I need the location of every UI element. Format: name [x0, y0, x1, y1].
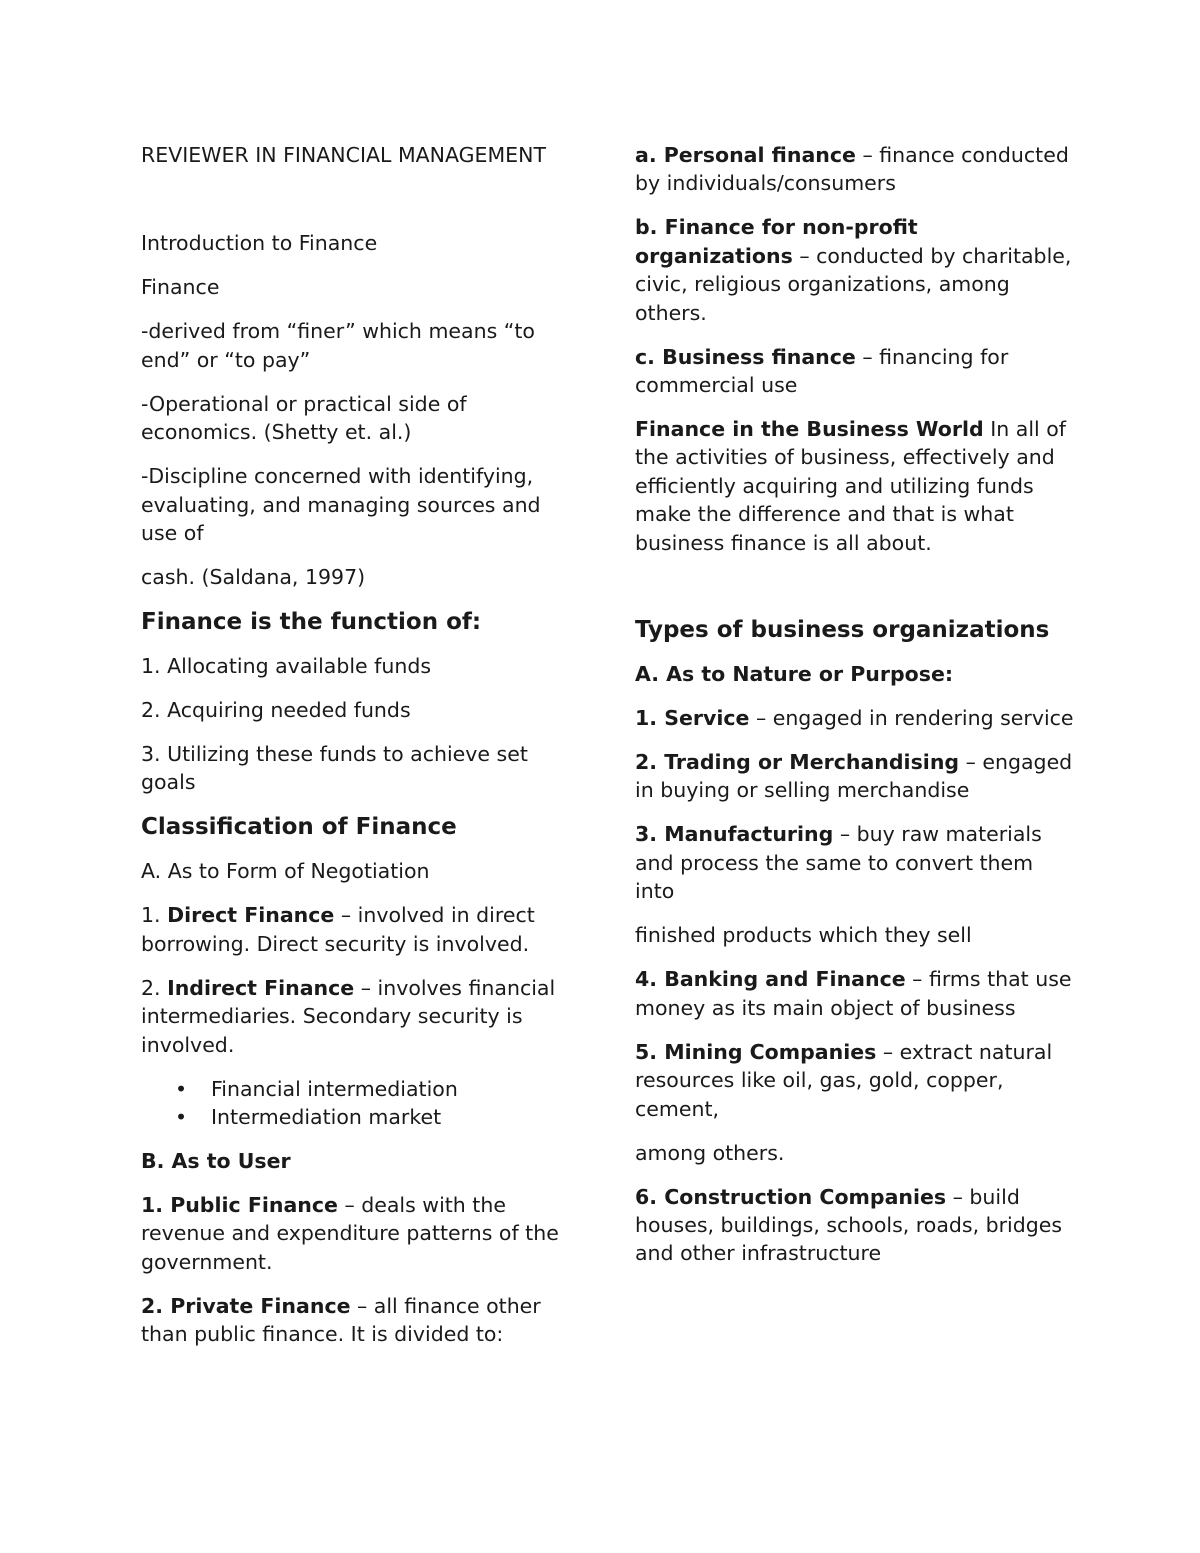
user-heading: [141, 1147, 581, 1175]
function-heading: Finance is the function of:: [141, 609, 482, 636]
personal-finance-desc: – finance conducted by individuals/consumers: [635, 143, 1069, 196]
public-finance-desc: – deals with the revenue and expenditure patterns of the government.: [141, 1193, 559, 1274]
nonprofit-finance-paragraph: [635, 213, 1075, 327]
definition-2: -Operational or practical side of economics. (Shetty et. al.): [141, 391, 467, 445]
mining-continued: among others.: [635, 1140, 785, 1165]
item-number: 2.: [141, 975, 168, 1000]
trading-term: 2. Trading or Merchandising: [635, 750, 960, 775]
manufacturing-continued: finished products which they sell: [635, 923, 972, 948]
construction-term: 6. Construction Companies: [635, 1184, 947, 1209]
personal-finance-paragraph: [635, 141, 1075, 198]
negotiation-heading: A. As to Form of Negotiation: [141, 859, 430, 884]
business-world-term: Finance in the Business World: [635, 417, 984, 442]
banking-term: 4. Banking and Finance: [635, 967, 906, 992]
private-finance-desc: – all finance other than public finance. It is divided to:: [141, 1293, 541, 1347]
nonprofit-finance-term: b. Finance for non-profit organizations: [635, 215, 918, 268]
indirect-finance-term: Indirect Finance: [167, 975, 355, 1000]
construction-paragraph: [635, 1183, 1075, 1268]
document-title: REVIEWER IN FINANCIAL MANAGEMENT: [141, 143, 546, 167]
mining-paragraph: [635, 1038, 1075, 1123]
business-world-desc: In all of the activities of business, effectively and efficiently acquiring and utilizing funds make the difference and that is what business finance is all about.: [635, 417, 1067, 555]
function-item: 1. Allocating available funds: [141, 654, 432, 679]
manufacturing-desc: – buy raw materials and process the same to convert them into: [635, 822, 1042, 904]
service-desc: – engaged in rendering service: [749, 706, 1074, 731]
intro-heading: Introduction to Finance: [141, 231, 378, 256]
personal-finance-term: a. Personal finance: [635, 143, 856, 167]
service-term: 1. Service: [635, 706, 750, 731]
business-world-paragraph: [635, 415, 1075, 557]
banking-paragraph: [635, 965, 1075, 1022]
finance-heading: Finance: [141, 275, 220, 300]
list-item: [175, 1075, 581, 1103]
definition-3: -Discipline concerned with identifying, evaluating, and managing sources and use of: [141, 464, 541, 546]
business-finance-desc: – financing for commercial use: [635, 344, 1009, 398]
classification-heading: Classification of Finance: [141, 814, 457, 841]
item-number: 1.: [141, 903, 168, 928]
nature-heading: [635, 660, 1075, 688]
trading-desc: – engaged in buying or selling merchandise: [635, 750, 1073, 803]
bullet-icon: •: [175, 1076, 188, 1101]
business-finance-paragraph: [635, 343, 1075, 400]
types-heading: Types of business organizations: [635, 617, 1050, 644]
function-item: 3. Utilizing these funds to achieve set goals: [141, 742, 528, 795]
list-item: [175, 1103, 581, 1131]
manufacturing-paragraph: [635, 820, 1075, 905]
manufacturing-term: 3. Manufacturing: [635, 822, 834, 847]
bullet-text: Financial intermediation: [211, 1076, 458, 1101]
mining-term: 5. Mining Companies: [635, 1039, 877, 1064]
private-finance-paragraph: [141, 1292, 581, 1349]
business-finance-term: c. Business finance: [635, 344, 856, 369]
banking-desc: – firms that use money as its main object of business: [635, 967, 1072, 1020]
indirect-finance-desc: – involves financial intermediaries. Secondary security is involved.: [141, 975, 556, 1057]
private-finance-term: 2. Private Finance: [141, 1293, 351, 1318]
direct-finance-term: Direct Finance: [167, 903, 335, 928]
bullet-text: Intermediation market: [211, 1105, 442, 1130]
nature-heading-text: A. As to Nature or Purpose:: [635, 662, 954, 687]
indirect-finance-paragraph: [141, 974, 581, 1059]
bullet-list: [141, 1075, 581, 1132]
definition-1: -derived from “finer” which means “to end” or “to pay”: [141, 319, 535, 372]
construction-desc: – build houses, buildings, schools, roads, bridges and other infrastructure: [635, 1184, 1063, 1266]
bullet-icon: •: [175, 1105, 188, 1130]
nonprofit-finance-desc: – conducted by charitable, civic, religious organizations, among others.: [635, 243, 1072, 325]
direct-finance-desc: – involved in direct borrowing. Direct security is involved.: [141, 903, 535, 956]
trading-paragraph: [635, 748, 1075, 805]
user-heading-text: B. As to User: [141, 1149, 291, 1174]
direct-finance-paragraph: [141, 901, 581, 958]
function-item: 2. Acquiring needed funds: [141, 698, 411, 723]
left-column: [141, 141, 581, 1364]
service-paragraph: [635, 704, 1075, 732]
definition-3-continued: cash. (Saldana, 1997): [141, 565, 366, 590]
public-finance-term: 1. Public Finance: [141, 1193, 338, 1218]
mining-desc: – extract natural resources like oil, gas, gold, copper, cement,: [635, 1039, 1053, 1121]
right-column: [635, 141, 1075, 1283]
public-finance-paragraph: [141, 1191, 581, 1276]
